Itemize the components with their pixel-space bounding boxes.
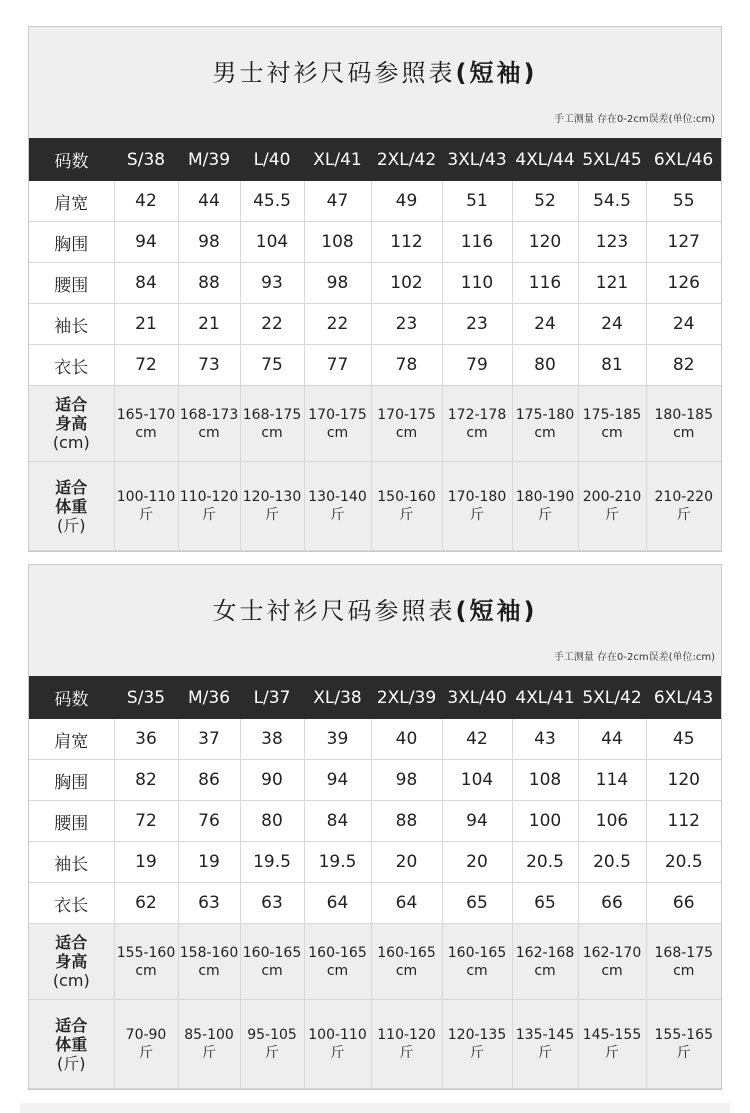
range-unit: 斤: [676, 507, 691, 523]
range-unit: cm: [673, 424, 695, 441]
range-unit: cm: [601, 962, 623, 979]
range-value: 160-165: [308, 944, 367, 961]
range-value: 145-155: [582, 1027, 642, 1043]
range-unit: cm: [673, 962, 695, 979]
women-header-row: [29, 676, 721, 719]
range-unit: 斤: [139, 1045, 153, 1061]
range-value: 110-120: [377, 1027, 436, 1043]
range-cell: [240, 386, 304, 462]
measurement-cell: 121: [578, 263, 646, 304]
range-cell: [114, 386, 178, 462]
range-cell: [178, 386, 240, 462]
measurement-row: [29, 760, 721, 801]
measurement-cell: 123: [578, 222, 646, 263]
range-value: 175-185: [582, 406, 642, 423]
men-chart-title: 男士衬衫尺码参照表 (短袖): [212, 58, 538, 87]
measurement-cell: 64: [371, 883, 442, 924]
range-cell: [240, 924, 304, 1000]
measurement-cell: 24: [578, 304, 646, 345]
row-label-line: 适合: [55, 395, 88, 414]
size-column-header: 码数: [29, 138, 114, 181]
measurement-row: [29, 222, 721, 263]
range-value: 168-175: [242, 406, 302, 423]
range-unit: 斤: [538, 507, 552, 523]
measurement-cell: 73: [178, 345, 240, 386]
range-cell: [371, 386, 442, 462]
range-value: 168-173: [179, 406, 239, 423]
measurement-cell: 66: [646, 883, 721, 924]
measurement-cell: 19.5: [304, 842, 371, 883]
row-label-line: 体重: [55, 496, 88, 516]
measurement-row: [29, 263, 721, 304]
range-value: 170-175: [377, 406, 436, 423]
row-label: 胸围: [29, 222, 114, 263]
row-label: 肩宽: [29, 719, 114, 760]
measurement-cell: 82: [114, 760, 178, 801]
measurement-cell: 112: [371, 222, 442, 263]
row-label: 袖长: [29, 304, 114, 345]
fit-height-row: [29, 386, 721, 462]
range-unit: 斤: [538, 1045, 552, 1061]
range-value: 180-185: [654, 406, 713, 423]
measurement-cell: 39: [304, 719, 371, 760]
measurement-cell: 114: [578, 760, 646, 801]
women-chart-title: 女士衬衫尺码参照表 (短袖): [212, 596, 538, 625]
size-header-cell: M/36: [178, 676, 240, 719]
measurement-cell: 19: [114, 842, 178, 883]
range-cell: [304, 924, 371, 1000]
range-cell: [646, 924, 721, 1000]
range-cell: [578, 1000, 646, 1089]
row-label: 袖长: [29, 842, 114, 883]
row-label: 衣长: [29, 883, 114, 924]
size-header-cell: 4XL/41: [512, 676, 578, 719]
measurement-cell: 21: [114, 304, 178, 345]
measurement-cell: 106: [578, 801, 646, 842]
measurement-cell: 98: [304, 263, 371, 304]
measurement-cell: 49: [371, 181, 442, 222]
row-label-unit: (cm): [52, 433, 90, 452]
size-header-cell: 3XL/43: [442, 138, 512, 181]
size-header-cell: 4XL/44: [512, 138, 578, 181]
range-value: 175-180: [515, 406, 575, 423]
measurement-row: [29, 842, 721, 883]
measurement-cell: 20: [442, 842, 512, 883]
measurement-cell: 98: [371, 760, 442, 801]
measurement-cell: 82: [646, 345, 721, 386]
fit-weight-row: [29, 1000, 721, 1089]
measurement-row: [29, 181, 721, 222]
measurement-cell: 72: [114, 801, 178, 842]
row-label: 肩宽: [29, 181, 114, 222]
range-unit: cm: [198, 424, 220, 441]
measurement-cell: 55: [646, 181, 721, 222]
size-header-cell: 6XL/46: [646, 138, 721, 181]
range-cell: [578, 924, 646, 1000]
range-value: 162-170: [582, 944, 642, 961]
range-cell: [646, 1000, 721, 1089]
fit-height-row: [29, 924, 721, 1000]
range-unit: 斤: [202, 507, 216, 523]
range-unit: cm: [395, 424, 418, 441]
measurement-cell: 120: [646, 760, 721, 801]
women-measurement-note: 手工测量 存在0-2cm误差(单位:cm): [553, 652, 715, 663]
measurement-cell: 22: [304, 304, 371, 345]
range-cell: [240, 462, 304, 551]
range-unit: cm: [326, 962, 349, 979]
row-label: [29, 1000, 114, 1089]
measurement-cell: 80: [512, 345, 578, 386]
measurement-cell: 38: [240, 719, 304, 760]
range-value: 110-120: [179, 489, 239, 505]
range-unit: 斤: [202, 1045, 216, 1061]
size-header-cell: S/38: [114, 138, 178, 181]
range-unit: cm: [135, 962, 157, 979]
measurement-cell: 36: [114, 719, 178, 760]
measurement-cell: 45: [646, 719, 721, 760]
range-value: 100-110: [116, 489, 176, 505]
range-unit: 斤: [330, 507, 345, 523]
range-cell: [304, 1000, 371, 1089]
range-value: 85-100: [184, 1027, 234, 1043]
range-unit: 斤: [605, 507, 619, 523]
range-unit: 斤: [605, 1045, 619, 1061]
range-cell: [512, 386, 578, 462]
row-label-line: 身高: [55, 414, 88, 433]
range-cell: [578, 462, 646, 551]
measurement-cell: 22: [240, 304, 304, 345]
measurement-cell: 23: [371, 304, 442, 345]
measurement-row: [29, 883, 721, 924]
men-size-table: [29, 138, 721, 551]
range-unit: 斤: [330, 1045, 345, 1061]
range-value: 120-135: [447, 1027, 507, 1043]
measurement-cell: 45.5: [240, 181, 304, 222]
measurement-cell: 23: [442, 304, 512, 345]
measurement-cell: 66: [578, 883, 646, 924]
fit-weight-row: [29, 462, 721, 551]
size-header-cell: 3XL/40: [442, 676, 512, 719]
size-header-cell: 5XL/42: [578, 676, 646, 719]
range-cell: [442, 1000, 512, 1089]
range-unit: cm: [135, 424, 157, 441]
size-header-cell: 6XL/43: [646, 676, 721, 719]
measurement-cell: 127: [646, 222, 721, 263]
range-value: 170-180: [447, 489, 507, 505]
measurement-cell: 72: [114, 345, 178, 386]
range-value: 162-168: [515, 944, 575, 961]
range-cell: [512, 1000, 578, 1089]
size-header-cell: 2XL/42: [371, 138, 442, 181]
range-cell: [646, 462, 721, 551]
measurement-cell: 79: [442, 345, 512, 386]
range-value: 155-165: [654, 1027, 713, 1043]
range-unit: cm: [261, 962, 283, 979]
measurement-row: [29, 345, 721, 386]
range-cell: [512, 924, 578, 1000]
measurement-cell: 88: [371, 801, 442, 842]
range-value: 95-105: [247, 1027, 297, 1043]
range-cell: [178, 1000, 240, 1089]
row-label-line: 适合: [55, 933, 88, 952]
women-size-table: [29, 676, 721, 1089]
measurement-cell: 62: [114, 883, 178, 924]
range-unit: cm: [466, 424, 488, 441]
range-cell: [114, 462, 178, 551]
range-unit: 斤: [139, 507, 153, 523]
range-value: 120-130: [242, 489, 302, 505]
measurement-cell: 51: [442, 181, 512, 222]
measurement-cell: 100: [512, 801, 578, 842]
range-value: 158-160: [179, 944, 239, 961]
row-label-line: 适合: [55, 477, 88, 497]
measurement-cell: 94: [114, 222, 178, 263]
men-size-chart: [28, 26, 722, 552]
range-cell: [371, 1000, 442, 1089]
size-column-header: 码数: [29, 676, 114, 719]
row-label: 衣长: [29, 345, 114, 386]
row-label: [29, 924, 114, 1000]
range-cell: [114, 1000, 178, 1089]
measurement-cell: 64: [304, 883, 371, 924]
measurement-cell: 78: [371, 345, 442, 386]
row-label: 腰围: [29, 263, 114, 304]
range-unit: cm: [326, 424, 349, 441]
measurement-cell: 65: [442, 883, 512, 924]
range-cell: [304, 462, 371, 551]
range-cell: [578, 386, 646, 462]
measurement-cell: 37: [178, 719, 240, 760]
size-header-cell: 5XL/45: [578, 138, 646, 181]
measurement-cell: 76: [178, 801, 240, 842]
range-value: 210-220: [654, 489, 713, 505]
range-value: 160-165: [447, 944, 507, 961]
measurement-cell: 120: [512, 222, 578, 263]
range-cell: [371, 924, 442, 1000]
range-cell: [114, 924, 178, 1000]
range-cell: [442, 386, 512, 462]
measurement-cell: 65: [512, 883, 578, 924]
size-header-cell: S/35: [114, 676, 178, 719]
range-value: 165-170: [116, 406, 176, 423]
row-label-unit: (斤): [57, 515, 86, 535]
measurement-cell: 44: [178, 181, 240, 222]
measurement-cell: 93: [240, 263, 304, 304]
measurement-cell: 63: [178, 883, 240, 924]
measurement-cell: 104: [442, 760, 512, 801]
range-cell: [512, 462, 578, 551]
range-value: 168-175: [654, 944, 713, 961]
size-header-cell: XL/38: [304, 676, 371, 719]
size-header-cell: L/37: [240, 676, 304, 719]
measurement-cell: 90: [240, 760, 304, 801]
men-header-row: [29, 138, 721, 181]
range-value: 135-145: [515, 1027, 575, 1043]
range-cell: [442, 462, 512, 551]
range-unit: cm: [261, 424, 283, 441]
measurement-cell: 84: [304, 801, 371, 842]
range-cell: [371, 462, 442, 551]
measurement-cell: 42: [114, 181, 178, 222]
row-label-line: 体重: [55, 1034, 88, 1054]
measurement-cell: 20: [371, 842, 442, 883]
measurement-cell: 108: [304, 222, 371, 263]
range-unit: 斤: [265, 507, 279, 523]
size-header-cell: XL/41: [304, 138, 371, 181]
measurement-cell: 77: [304, 345, 371, 386]
measurement-cell: 44: [578, 719, 646, 760]
row-label-line: 身高: [55, 952, 88, 971]
measurement-cell: 116: [512, 263, 578, 304]
measurement-cell: 24: [646, 304, 721, 345]
range-cell: [442, 924, 512, 1000]
range-value: 150-160: [377, 489, 436, 505]
measurement-cell: 112: [646, 801, 721, 842]
range-value: 170-175: [308, 406, 367, 423]
measurement-cell: 110: [442, 263, 512, 304]
measurement-cell: 102: [371, 263, 442, 304]
measurement-row: [29, 801, 721, 842]
measurement-cell: 75: [240, 345, 304, 386]
men-measurement-note: 手工测量 存在0-2cm误差(单位:cm): [553, 114, 715, 125]
size-header-cell: M/39: [178, 138, 240, 181]
measurement-cell: 20.5: [646, 842, 721, 883]
row-label-line: 适合: [55, 1015, 88, 1035]
range-value: 100-110: [308, 1027, 367, 1043]
measurement-cell: 81: [578, 345, 646, 386]
size-header-cell: L/40: [240, 138, 304, 181]
measurement-cell: 21: [178, 304, 240, 345]
range-unit: 斤: [265, 1045, 279, 1061]
range-unit: 斤: [676, 1045, 691, 1061]
range-value: 160-165: [242, 944, 302, 961]
range-value: 155-160: [116, 944, 176, 961]
measurement-cell: 80: [240, 801, 304, 842]
measurement-cell: 84: [114, 263, 178, 304]
range-value: 172-178: [447, 406, 507, 423]
measurement-cell: 63: [240, 883, 304, 924]
row-label: [29, 386, 114, 462]
women-size-chart: [28, 564, 722, 1090]
measurement-cell: 20.5: [512, 842, 578, 883]
range-unit: 斤: [470, 1045, 484, 1061]
range-cell: [178, 924, 240, 1000]
measurement-cell: 116: [442, 222, 512, 263]
measurement-cell: 54.5: [578, 181, 646, 222]
range-unit: 斤: [470, 507, 484, 523]
row-label-unit: (cm): [52, 971, 90, 990]
range-value: 70-90: [125, 1027, 167, 1043]
row-label: 胸围: [29, 760, 114, 801]
range-unit: cm: [601, 424, 623, 441]
measurement-cell: 19: [178, 842, 240, 883]
range-value: 180-190: [515, 489, 575, 505]
range-unit: cm: [395, 962, 418, 979]
measurement-cell: 98: [178, 222, 240, 263]
measurement-cell: 104: [240, 222, 304, 263]
measurement-cell: 20.5: [578, 842, 646, 883]
measurement-row: [29, 719, 721, 760]
range-unit: 斤: [399, 1045, 414, 1061]
measurement-cell: 40: [371, 719, 442, 760]
range-cell: [646, 386, 721, 462]
measurement-cell: 86: [178, 760, 240, 801]
range-unit: cm: [198, 962, 220, 979]
range-cell: [240, 1000, 304, 1089]
range-cell: [304, 386, 371, 462]
range-value: 160-165: [377, 944, 436, 961]
measurement-cell: 42: [442, 719, 512, 760]
range-value: 200-210: [582, 489, 642, 505]
range-cell: [178, 462, 240, 551]
range-unit: cm: [534, 424, 556, 441]
row-label: 腰围: [29, 801, 114, 842]
size-header-cell: 2XL/39: [371, 676, 442, 719]
measurement-row: [29, 304, 721, 345]
measurement-cell: 47: [304, 181, 371, 222]
range-unit: cm: [534, 962, 556, 979]
bottom-divider: [20, 1103, 730, 1113]
range-value: 130-140: [308, 489, 367, 505]
measurement-cell: 19.5: [240, 842, 304, 883]
row-label: [29, 462, 114, 551]
measurement-cell: 126: [646, 263, 721, 304]
measurement-cell: 94: [304, 760, 371, 801]
measurement-cell: 94: [442, 801, 512, 842]
row-label-unit: (斤): [57, 1053, 86, 1073]
measurement-cell: 88: [178, 263, 240, 304]
measurement-cell: 24: [512, 304, 578, 345]
measurement-cell: 108: [512, 760, 578, 801]
measurement-cell: 52: [512, 181, 578, 222]
range-unit: cm: [466, 962, 488, 979]
range-unit: 斤: [399, 507, 414, 523]
measurement-cell: 43: [512, 719, 578, 760]
